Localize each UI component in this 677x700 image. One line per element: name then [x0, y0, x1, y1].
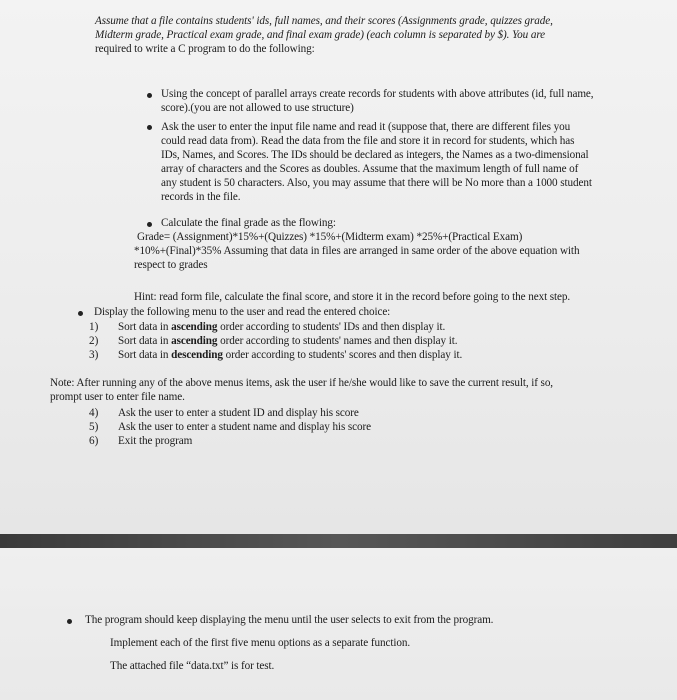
- intro-line-1: Assume that a file contains students' ids, full names, and their scores (Assignments grade, quizzes grade,: [95, 15, 553, 27]
- menu-item-number: 3): [89, 349, 99, 361]
- menu-item-6: Exit the program: [118, 435, 193, 447]
- bullet3-line-3: *10%+(Final)*35% Assuming that data in files are arranged in same order of the above equation with: [134, 245, 580, 257]
- bullet1-line-2: score).(you are not allowed to use structure): [161, 102, 354, 114]
- menu-item-2: Sort data in ascending order according to students' names and then display it.: [118, 335, 458, 347]
- bullet1-line-1: Using the concept of parallel arrays create records for students with above attributes (id, full name,: [161, 88, 594, 100]
- bullet2-line-6: records in the file.: [161, 191, 241, 203]
- bullet2-line-3: IDs, Names, and Scores. The IDs should be declared as integers, the Names as a two-dimensional: [161, 149, 589, 161]
- menu-item-number: 1): [89, 321, 99, 333]
- bullet-icon: [67, 619, 72, 624]
- page2-line-2: Implement each of the first five menu options as a separate function.: [110, 637, 411, 649]
- menu-item-5: Ask the user to enter a student name and display his score: [118, 421, 371, 433]
- bullet3-line-2: Grade= (Assignment)*15%+(Quizzes) *15%+(Midterm exam) *25%+(Practical Exam): [137, 231, 523, 243]
- menu-item-number: 5): [89, 421, 99, 433]
- intro-line-3: required to write a C program to do the following:: [95, 43, 315, 55]
- menu-item-number: 6): [89, 435, 99, 447]
- bullet2-line-5: any student is 50 characters. Also, you may assume that there will be No more than a 1000 student: [161, 177, 592, 189]
- page-divider: [0, 534, 677, 548]
- menu-item-1: Sort data in ascending order according to students' IDs and then display it.: [118, 321, 446, 333]
- intro-line-2: Midterm grade, Practical exam grade, and final exam grade) (each column is separated by $). You are: [95, 29, 546, 41]
- document-page-2: [0, 548, 677, 700]
- menu-item-4: Ask the user to enter a student ID and display his score: [118, 407, 359, 419]
- page2-line-1: The program should keep displaying the menu until the user selects to exit from the program.: [85, 614, 494, 626]
- bullet2-line-1: Ask the user to enter the input file name and read it (suppose that, there are different files you: [161, 121, 571, 133]
- bullet-icon: [147, 93, 152, 98]
- bullet3-line-4: respect to grades: [134, 259, 208, 271]
- menu-item-3: Sort data in descending order according to students' scores and then display it.: [118, 349, 463, 361]
- bullet-icon: [147, 222, 152, 227]
- bullet-icon: [147, 125, 152, 130]
- note-line-1: Note: After running any of the above menus items, ask the user if he/she would like to save the current result, if so,: [50, 377, 554, 389]
- bullet2-line-2: could read data from). Read the data from the file and store it in record for students, which has: [161, 135, 575, 147]
- page2-line-3: The attached file “data.txt” is for test.: [110, 660, 275, 672]
- bullet2-line-4: array of characters and the Scores as doubles. Assume that the maximum length of full name of: [161, 163, 579, 175]
- menu-item-number: 2): [89, 335, 99, 347]
- menu-item-number: 4): [89, 407, 99, 419]
- note-line-2: prompt user to enter file name.: [50, 391, 185, 403]
- bullet3-line-1: Calculate the final grade as the flowing:: [161, 217, 336, 229]
- bullet-icon: [78, 311, 83, 316]
- hint-text: Hint: read form file, calculate the final score, and store it in the record before going to the next step.: [134, 291, 571, 303]
- menu-intro: Display the following menu to the user and read the entered choice:: [94, 306, 391, 318]
